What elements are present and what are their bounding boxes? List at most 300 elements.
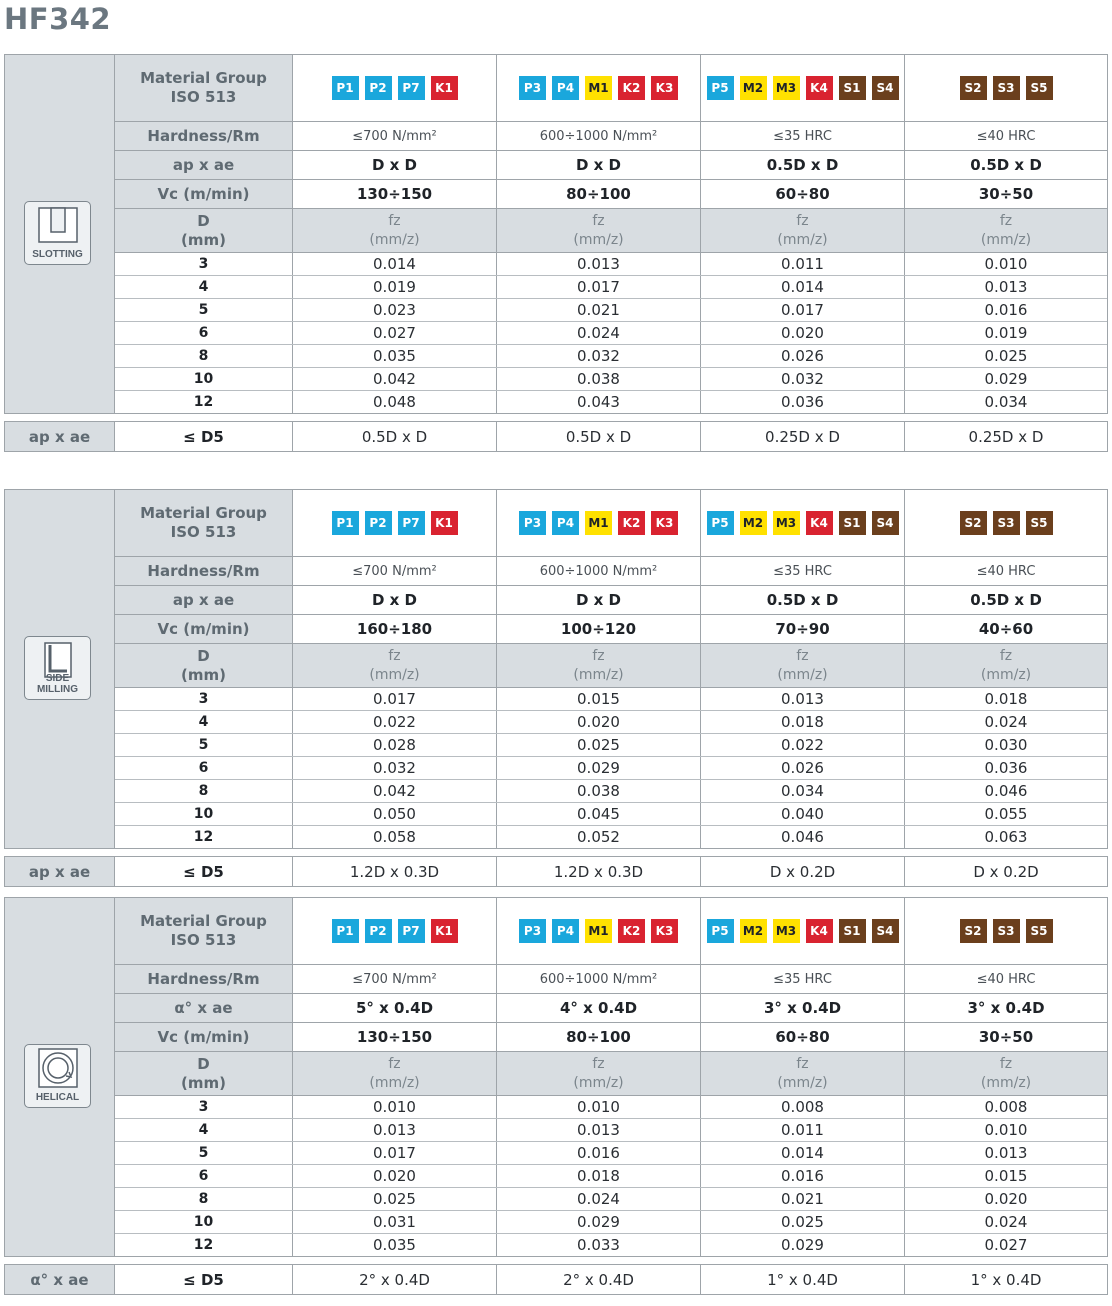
table-cell: D x D: [292, 586, 496, 614]
row-label: Hardness/Rm: [115, 965, 292, 993]
material-badges: [519, 511, 678, 535]
footer-cell: 1° x 0.4D: [700, 1265, 904, 1294]
table-cell: 3° x 0.4D: [700, 994, 904, 1022]
table-cell: [496, 55, 700, 121]
row-label: Hardness/Rm: [115, 122, 292, 150]
material-badge-k3: K3: [651, 511, 678, 535]
table-cell: 0.020: [496, 711, 700, 733]
table-cell: 0.016: [496, 1142, 700, 1164]
column-header-row: [115, 643, 1107, 687]
table-row: [115, 1187, 1107, 1210]
footer-cell: 0.25D x D: [700, 422, 904, 451]
table-cell: fz (mm/z): [700, 644, 904, 687]
material-badges: [960, 919, 1053, 943]
material-badge-m3: M3: [773, 919, 800, 943]
table-cell: 0.5D x D: [904, 151, 1107, 179]
table-cell: 0.021: [700, 1188, 904, 1210]
table-row: [115, 802, 1107, 825]
footer-diameter-limit: ≤ D5: [183, 427, 224, 446]
table-cell: 0.025: [700, 1211, 904, 1233]
operation-column: [5, 55, 115, 413]
material-badge-s4: S4: [872, 511, 899, 535]
table-cell: ≤35 HRC: [700, 122, 904, 150]
table-cell: 0.033: [496, 1234, 700, 1256]
table-row: [115, 756, 1107, 779]
row-label: Vc (m/min): [115, 180, 292, 208]
table-row: [115, 825, 1107, 848]
row-label: 12: [115, 826, 292, 848]
row-label: Vc (m/min): [115, 615, 292, 643]
table-cell: fz (mm/z): [292, 644, 496, 687]
table-cell: 0.032: [292, 757, 496, 779]
material-badge-p2: P2: [365, 76, 392, 100]
table-cell: 0.035: [292, 345, 496, 367]
material-badge-m3: M3: [773, 76, 800, 100]
table-cell: ≤35 HRC: [700, 965, 904, 993]
row-label: 5: [115, 734, 292, 756]
table-cell: 0.013: [904, 1142, 1107, 1164]
material-badge-s3: S3: [993, 76, 1020, 100]
table-cell: 0.048: [292, 391, 496, 413]
material-badge-m3: M3: [773, 511, 800, 535]
table-cell: 3° x 0.4D: [904, 994, 1107, 1022]
material-badge-m1: M1: [585, 511, 612, 535]
material-badge-p7: P7: [398, 919, 425, 943]
material-badge-m1: M1: [585, 76, 612, 100]
vc-row: [115, 179, 1107, 208]
table-cell: fz (mm/z): [904, 209, 1107, 252]
table-cell: 0.010: [904, 253, 1107, 275]
table-row: [115, 367, 1107, 390]
table-cell: 60÷80: [700, 180, 904, 208]
row-label: ap x ae: [115, 586, 292, 614]
table-cell: 0.029: [904, 368, 1107, 390]
table-cell: [700, 55, 904, 121]
table-cell: 0.026: [700, 757, 904, 779]
hardness-row: [115, 121, 1107, 150]
table-cell: 0.021: [496, 299, 700, 321]
table-cell: 0.011: [700, 253, 904, 275]
page-title: HF342: [4, 2, 112, 36]
table-cell: 0.040: [700, 803, 904, 825]
table-cell: 30÷50: [904, 1023, 1107, 1051]
row-label: 3: [115, 1096, 292, 1118]
table-row: [115, 1141, 1107, 1164]
material-badge-s5: S5: [1026, 919, 1053, 943]
row-label: 8: [115, 1188, 292, 1210]
material-badge-p3: P3: [519, 76, 546, 100]
table-cell: 0.015: [496, 688, 700, 710]
table-cell: 0.008: [700, 1096, 904, 1118]
table-cell: 0.031: [292, 1211, 496, 1233]
row-label: 3: [115, 253, 292, 275]
table-cell: 0.042: [292, 780, 496, 802]
table-cell: 0.045: [496, 803, 700, 825]
table-cell: 0.024: [496, 322, 700, 344]
table-row: [115, 1095, 1107, 1118]
table-cell: 0.036: [700, 391, 904, 413]
material-badge-s1: S1: [839, 76, 866, 100]
material-badges: [960, 76, 1053, 100]
table-cell: fz (mm/z): [904, 1052, 1107, 1095]
table-cell: [292, 898, 496, 964]
table-cell: [904, 490, 1107, 556]
material-badges: [960, 511, 1053, 535]
material-badge-s4: S4: [872, 76, 899, 100]
material-badge-p5: P5: [707, 919, 734, 943]
material-badge-p3: P3: [519, 919, 546, 943]
table-cell: 0.027: [904, 1234, 1107, 1256]
table-cell: 0.022: [700, 734, 904, 756]
row-label: 4: [115, 276, 292, 298]
material-badge-k3: K3: [651, 76, 678, 100]
table-row: [115, 1233, 1107, 1256]
table-row: [115, 733, 1107, 756]
table-cell: 0.014: [700, 276, 904, 298]
material-badge-p4: P4: [552, 919, 579, 943]
footer-row: [4, 1264, 1108, 1295]
table-cell: 80÷100: [496, 1023, 700, 1051]
row-label: Material Group ISO 513: [115, 490, 292, 556]
material-group-row: [115, 55, 1107, 121]
depth-row: [115, 150, 1107, 179]
material-badge-k2: K2: [618, 76, 645, 100]
table-cell: 0.025: [292, 1188, 496, 1210]
table-row: [115, 710, 1107, 733]
table-cell: 130÷150: [292, 1023, 496, 1051]
table-cell: fz (mm/z): [496, 209, 700, 252]
row-label: D (mm): [115, 644, 292, 687]
table-cell: 0.032: [496, 345, 700, 367]
material-badge-p5: P5: [707, 76, 734, 100]
table-cell: [700, 490, 904, 556]
row-label: 6: [115, 1165, 292, 1187]
table-cell: 0.052: [496, 826, 700, 848]
material-badge-p2: P2: [365, 919, 392, 943]
material-badges: [707, 919, 899, 943]
material-badge-p2: P2: [365, 511, 392, 535]
column-header-row: [115, 208, 1107, 252]
table-cell: D x D: [292, 151, 496, 179]
helical-icon: [24, 1044, 91, 1108]
table-cell: 0.5D x D: [904, 586, 1107, 614]
material-badges: [519, 76, 678, 100]
table-row: [115, 344, 1107, 367]
table-cell: 0.030: [904, 734, 1107, 756]
row-label: ap x ae: [115, 151, 292, 179]
table-cell: 0.013: [292, 1119, 496, 1141]
material-badge-k3: K3: [651, 919, 678, 943]
table-cell: ≤40 HRC: [904, 965, 1107, 993]
footer-cell: 0.25D x D: [904, 422, 1107, 451]
table-row: [115, 275, 1107, 298]
column-header-row: [115, 1051, 1107, 1095]
table-cell: fz (mm/z): [292, 209, 496, 252]
table-cell: 0.046: [904, 780, 1107, 802]
row-label: 6: [115, 322, 292, 344]
material-badge-k1: K1: [431, 76, 458, 100]
table-cell: 600÷1000 N/mm²: [496, 965, 700, 993]
material-badge-k1: K1: [431, 919, 458, 943]
table-cell: [292, 55, 496, 121]
row-label: 8: [115, 345, 292, 367]
table-cell: 0.034: [700, 780, 904, 802]
material-badge-p1: P1: [332, 511, 359, 535]
cutting-table: [4, 54, 1108, 414]
hardness-row: [115, 556, 1107, 585]
footer-cell: 1° x 0.4D: [904, 1265, 1107, 1294]
material-badges: [519, 919, 678, 943]
table-cell: 0.027: [292, 322, 496, 344]
table-cell: ≤700 N/mm²: [292, 122, 496, 150]
table-cell: ≤40 HRC: [904, 557, 1107, 585]
material-badges: [332, 76, 458, 100]
footer-cell: 0.5D x D: [496, 422, 700, 451]
row-label: α° x ae: [115, 994, 292, 1022]
material-badge-p4: P4: [552, 76, 579, 100]
material-badge-k2: K2: [618, 919, 645, 943]
table-cell: 0.024: [496, 1188, 700, 1210]
row-label: 12: [115, 391, 292, 413]
table-cell: 0.017: [700, 299, 904, 321]
table-row: [115, 298, 1107, 321]
material-badge-s3: S3: [993, 511, 1020, 535]
table-cell: 0.025: [904, 345, 1107, 367]
table-cell: 0.024: [904, 711, 1107, 733]
table-cell: 0.013: [700, 688, 904, 710]
table-cell: 0.008: [904, 1096, 1107, 1118]
operation-label: SIDE MILLING: [36, 673, 79, 695]
row-label: 8: [115, 780, 292, 802]
material-group-row: [115, 490, 1107, 556]
table-cell: 0.028: [292, 734, 496, 756]
material-badge-k2: K2: [618, 511, 645, 535]
table-cell: 160÷180: [292, 615, 496, 643]
material-badge-p1: P1: [332, 76, 359, 100]
material-badge-s2: S2: [960, 76, 987, 100]
table-cell: ≤700 N/mm²: [292, 965, 496, 993]
table-cell: 0.016: [700, 1165, 904, 1187]
table-cell: ≤40 HRC: [904, 122, 1107, 150]
table-cell: 0.029: [496, 1211, 700, 1233]
footer-cell: 2° x 0.4D: [292, 1265, 496, 1294]
table-cell: D x D: [496, 151, 700, 179]
operation-label: SLOTTING: [32, 249, 83, 260]
cutting-table: [4, 489, 1108, 849]
material-badge-s1: S1: [839, 511, 866, 535]
table-cell: [496, 898, 700, 964]
operation-column: [5, 490, 115, 848]
table-cell: 0.013: [496, 253, 700, 275]
table-cell: 0.017: [292, 1142, 496, 1164]
material-badge-k1: K1: [431, 511, 458, 535]
material-badge-s5: S5: [1026, 511, 1053, 535]
table-cell: D x D: [496, 586, 700, 614]
footer-cell: D x 0.2D: [700, 857, 904, 886]
row-label: 3: [115, 688, 292, 710]
material-badge-k4: K4: [806, 919, 833, 943]
table-cell: 0.032: [700, 368, 904, 390]
table-cell: 4° x 0.4D: [496, 994, 700, 1022]
footer-row: [4, 421, 1108, 452]
table-cell: 70÷90: [700, 615, 904, 643]
row-label: Material Group ISO 513: [115, 55, 292, 121]
slotting-icon: [24, 201, 91, 265]
table-cell: 0.034: [904, 391, 1107, 413]
footer-label: ap x ae: [5, 857, 115, 886]
table-cell: 0.014: [700, 1142, 904, 1164]
table-row: [115, 390, 1107, 413]
vc-row: [115, 614, 1107, 643]
table-cell: 5° x 0.4D: [292, 994, 496, 1022]
table-cell: 0.024: [904, 1211, 1107, 1233]
material-badge-s5: S5: [1026, 76, 1053, 100]
material-badge-p7: P7: [398, 511, 425, 535]
table-cell: 40÷60: [904, 615, 1107, 643]
row-label: Hardness/Rm: [115, 557, 292, 585]
table-cell: 0.035: [292, 1234, 496, 1256]
material-badge-m1: M1: [585, 919, 612, 943]
material-group-row: [115, 898, 1107, 964]
material-badge-k4: K4: [806, 76, 833, 100]
row-label: 4: [115, 1119, 292, 1141]
table-cell: 0.058: [292, 826, 496, 848]
table-cell: 0.026: [700, 345, 904, 367]
table-cell: fz (mm/z): [496, 1052, 700, 1095]
table-row: [115, 779, 1107, 802]
table-row: [115, 1210, 1107, 1233]
row-label: 12: [115, 1234, 292, 1256]
table-cell: 0.046: [700, 826, 904, 848]
footer-cell: 1.2D x 0.3D: [496, 857, 700, 886]
table-cell: 0.010: [904, 1119, 1107, 1141]
side-milling-icon: [24, 636, 91, 700]
depth-row: [115, 993, 1107, 1022]
table-cell: [904, 898, 1107, 964]
table-cell: 600÷1000 N/mm²: [496, 557, 700, 585]
table-cell: 0.025: [496, 734, 700, 756]
operation-label: HELICAL: [35, 1092, 80, 1103]
table-row: [115, 687, 1107, 710]
footer-label: ap x ae: [5, 422, 115, 451]
table-row: [115, 252, 1107, 275]
table-cell: fz (mm/z): [904, 644, 1107, 687]
table-cell: 0.018: [904, 688, 1107, 710]
footer-cell: 2° x 0.4D: [496, 1265, 700, 1294]
material-badge-p4: P4: [552, 511, 579, 535]
material-badges: [332, 511, 458, 535]
row-label: 5: [115, 299, 292, 321]
table-cell: 0.029: [700, 1234, 904, 1256]
table-cell: 0.010: [496, 1096, 700, 1118]
table-cell: 0.018: [700, 711, 904, 733]
material-badge-s2: S2: [960, 919, 987, 943]
table-cell: 0.019: [904, 322, 1107, 344]
footer-diameter-limit: ≤ D5: [183, 862, 224, 881]
table-cell: 0.055: [904, 803, 1107, 825]
table-cell: 600÷1000 N/mm²: [496, 122, 700, 150]
table-cell: 0.042: [292, 368, 496, 390]
table-cell: 60÷80: [700, 1023, 904, 1051]
footer-diameter-limit: ≤ D5: [183, 1270, 224, 1289]
material-badge-m2: M2: [740, 76, 767, 100]
table-cell: 0.019: [292, 276, 496, 298]
table-cell: 0.017: [292, 688, 496, 710]
material-badge-s4: S4: [872, 919, 899, 943]
table-cell: 0.016: [904, 299, 1107, 321]
table-cell: 0.038: [496, 780, 700, 802]
material-badge-s1: S1: [839, 919, 866, 943]
material-badge-s3: S3: [993, 919, 1020, 943]
row-label: 10: [115, 803, 292, 825]
table-cell: 0.010: [292, 1096, 496, 1118]
table-cell: ≤35 HRC: [700, 557, 904, 585]
material-badge-s2: S2: [960, 511, 987, 535]
row-label: 10: [115, 368, 292, 390]
table-cell: 0.018: [496, 1165, 700, 1187]
table-cell: [496, 490, 700, 556]
material-badge-k4: K4: [806, 511, 833, 535]
row-label: D (mm): [115, 209, 292, 252]
table-cell: fz (mm/z): [700, 1052, 904, 1095]
table-cell: 0.020: [700, 322, 904, 344]
table-cell: 30÷50: [904, 180, 1107, 208]
table-cell: 0.036: [904, 757, 1107, 779]
material-badge-p1: P1: [332, 919, 359, 943]
material-badge-p3: P3: [519, 511, 546, 535]
material-badge-p7: P7: [398, 76, 425, 100]
table-row: [115, 321, 1107, 344]
material-badges: [707, 76, 899, 100]
material-badges: [332, 919, 458, 943]
table-cell: 0.020: [292, 1165, 496, 1187]
table-cell: fz (mm/z): [700, 209, 904, 252]
hardness-row: [115, 964, 1107, 993]
table-cell: 0.5D x D: [700, 151, 904, 179]
row-label: 4: [115, 711, 292, 733]
table-cell: 0.017: [496, 276, 700, 298]
table-row: [115, 1118, 1107, 1141]
material-badge-p5: P5: [707, 511, 734, 535]
material-badge-m2: M2: [740, 919, 767, 943]
table-cell: fz (mm/z): [496, 644, 700, 687]
material-badge-m2: M2: [740, 511, 767, 535]
operation-column: [5, 898, 115, 1256]
table-cell: [700, 898, 904, 964]
material-badges: [707, 511, 899, 535]
table-cell: 0.043: [496, 391, 700, 413]
row-label: D (mm): [115, 1052, 292, 1095]
row-label: Vc (m/min): [115, 1023, 292, 1051]
table-cell: 0.5D x D: [700, 586, 904, 614]
footer-cell: D x 0.2D: [904, 857, 1107, 886]
table-cell: fz (mm/z): [292, 1052, 496, 1095]
row-label: 5: [115, 1142, 292, 1164]
table-cell: 0.038: [496, 368, 700, 390]
row-label: Material Group ISO 513: [115, 898, 292, 964]
footer-label: α° x ae: [5, 1265, 115, 1294]
table-cell: 0.013: [496, 1119, 700, 1141]
cutting-table: [4, 897, 1108, 1257]
row-label: 6: [115, 757, 292, 779]
row-label: 10: [115, 1211, 292, 1233]
table-cell: 130÷150: [292, 180, 496, 208]
table-cell: 0.015: [904, 1165, 1107, 1187]
table-cell: [904, 55, 1107, 121]
table-cell: 0.063: [904, 826, 1107, 848]
table-cell: 0.013: [904, 276, 1107, 298]
table-cell: 0.011: [700, 1119, 904, 1141]
